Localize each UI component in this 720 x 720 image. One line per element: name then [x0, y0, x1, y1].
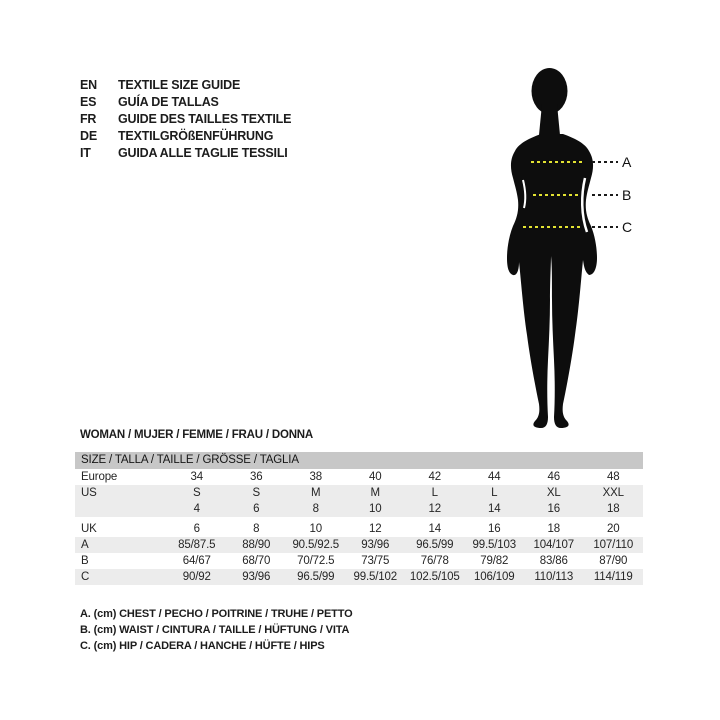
size-cell: L	[431, 487, 438, 499]
table-row	[75, 501, 643, 517]
size-cell: 93/96	[242, 571, 271, 583]
size-cell: 10	[309, 523, 322, 535]
silhouette-neck	[539, 104, 560, 135]
size-cell: 20	[607, 523, 620, 535]
size-table-rows	[75, 469, 643, 585]
size-cell: 36	[250, 471, 263, 483]
size-cell: 73/75	[361, 555, 390, 567]
size-cell: 70/72.5	[297, 555, 335, 567]
measure-dash-on-body	[531, 161, 582, 163]
language-title: TEXTILE SIZE GUIDE	[118, 77, 241, 92]
size-cell: 79/82	[480, 555, 509, 567]
size-cell: 83/86	[539, 555, 568, 567]
size-cell: 12	[369, 523, 382, 535]
table-row	[75, 485, 643, 501]
size-cell: 14	[488, 503, 501, 515]
language-code: EN	[80, 77, 97, 92]
row-label: C	[81, 571, 90, 583]
size-cell: 18	[547, 523, 560, 535]
measure-dash-pointer	[592, 161, 618, 163]
row-label: A	[81, 539, 89, 551]
table-row	[75, 521, 643, 537]
row-label: Europe	[81, 471, 118, 483]
size-cell: 42	[428, 471, 441, 483]
size-cell: 90.5/92.5	[292, 539, 340, 551]
language-title-item	[80, 127, 291, 144]
measure-line-label: B	[622, 187, 632, 203]
table-row	[75, 469, 643, 485]
silhouette-body	[507, 134, 597, 428]
language-code: IT	[80, 145, 91, 160]
measure-dash-on-body	[533, 194, 578, 196]
size-cell: 88/90	[242, 539, 271, 551]
measure-dash-pointer	[592, 226, 618, 228]
size-cell: 16	[547, 503, 560, 515]
size-cell: 104/107	[533, 539, 575, 551]
size-cell: 12	[428, 503, 441, 515]
size-table	[75, 452, 643, 585]
measure-note: A. (cm) CHEST / PECHO / POITRINE / TRUHE / PETTO	[80, 608, 353, 620]
size-cell: 96.5/99	[297, 571, 335, 583]
measure-line-label: A	[622, 154, 632, 170]
language-title: TEXTILGRÖßENFÜHRUNG	[118, 128, 274, 143]
size-cell: 10	[369, 503, 382, 515]
size-cell: 14	[428, 523, 441, 535]
row-label: B	[81, 555, 89, 567]
size-table-header: SIZE / TALLA / TAILLE / GRÖSSE / TAGLIA	[75, 452, 643, 469]
row-label: UK	[81, 523, 97, 535]
row-label	[75, 501, 167, 517]
size-cell: 6	[193, 523, 200, 535]
size-cell: 6	[253, 503, 260, 515]
size-cell: 96.5/99	[416, 539, 454, 551]
size-cell: 99.5/103	[472, 539, 517, 551]
size-cell: 34	[190, 471, 203, 483]
language-title: GUIDE DES TAILLES TEXTILE	[118, 111, 292, 126]
size-cell: 8	[312, 503, 319, 515]
language-code: FR	[80, 111, 97, 126]
measure-note: B. (cm) WAIST / CINTURA / TAILLE / HÜFTUNG / VITA	[80, 624, 350, 636]
size-cell: 102.5/105	[409, 571, 460, 583]
size-cell: 64/67	[182, 555, 211, 567]
size-cell: 4	[193, 503, 200, 515]
language-title-item	[80, 76, 291, 93]
size-cell: 16	[488, 523, 501, 535]
size-cell: 93/96	[361, 539, 390, 551]
size-cell: 46	[547, 471, 560, 483]
table-row	[75, 553, 643, 569]
language-code: ES	[80, 94, 97, 109]
measure-line-label: C	[622, 219, 633, 235]
woman-silhouette	[497, 60, 607, 430]
size-cell: S	[192, 487, 201, 499]
table-row	[75, 537, 643, 553]
language-title-item	[80, 110, 291, 127]
size-cell: M	[311, 487, 321, 499]
size-cell: 114/119	[593, 571, 633, 583]
size-cell: 110/113	[534, 571, 574, 583]
size-cell: 18	[607, 503, 620, 515]
size-cell: 76/78	[420, 555, 449, 567]
size-cell: 90/92	[182, 571, 211, 583]
size-cell: 85/87.5	[178, 539, 216, 551]
size-cell: 48	[607, 471, 620, 483]
size-cell: L	[491, 487, 498, 499]
section-heading: WOMAN / MUJER / FEMME / FRAU / DONNA	[80, 429, 314, 441]
size-cell: 40	[369, 471, 382, 483]
size-cell: 8	[253, 523, 260, 535]
size-cell: XXL	[602, 487, 624, 499]
language-title-list	[80, 76, 291, 161]
measure-notes	[80, 606, 353, 654]
size-cell: 44	[488, 471, 501, 483]
size-cell: 106/109	[473, 571, 515, 583]
measure-dash-on-body	[523, 226, 583, 228]
size-cell: XL	[546, 487, 561, 499]
language-title: GUIDA ALLE TAGLIE TESSILI	[118, 145, 288, 160]
language-title-item	[80, 93, 291, 110]
size-cell: 68/70	[242, 555, 271, 567]
measure-note: C. (cm) HIP / CADERA / HANCHE / HÜFTE / HIPS	[80, 640, 325, 652]
language-title: GUÍA DE TALLAS	[118, 94, 219, 109]
measure-dash-pointer	[592, 194, 618, 196]
row-label: US	[81, 487, 97, 499]
language-code: DE	[80, 128, 97, 143]
language-title-item	[80, 144, 291, 161]
size-cell: M	[370, 487, 380, 499]
size-cell: 99.5/102	[353, 571, 398, 583]
size-cell: 38	[309, 471, 322, 483]
size-cell: S	[252, 487, 261, 499]
size-cell: 87/90	[599, 555, 628, 567]
table-row	[75, 569, 643, 585]
size-cell: 107/110	[593, 539, 634, 551]
